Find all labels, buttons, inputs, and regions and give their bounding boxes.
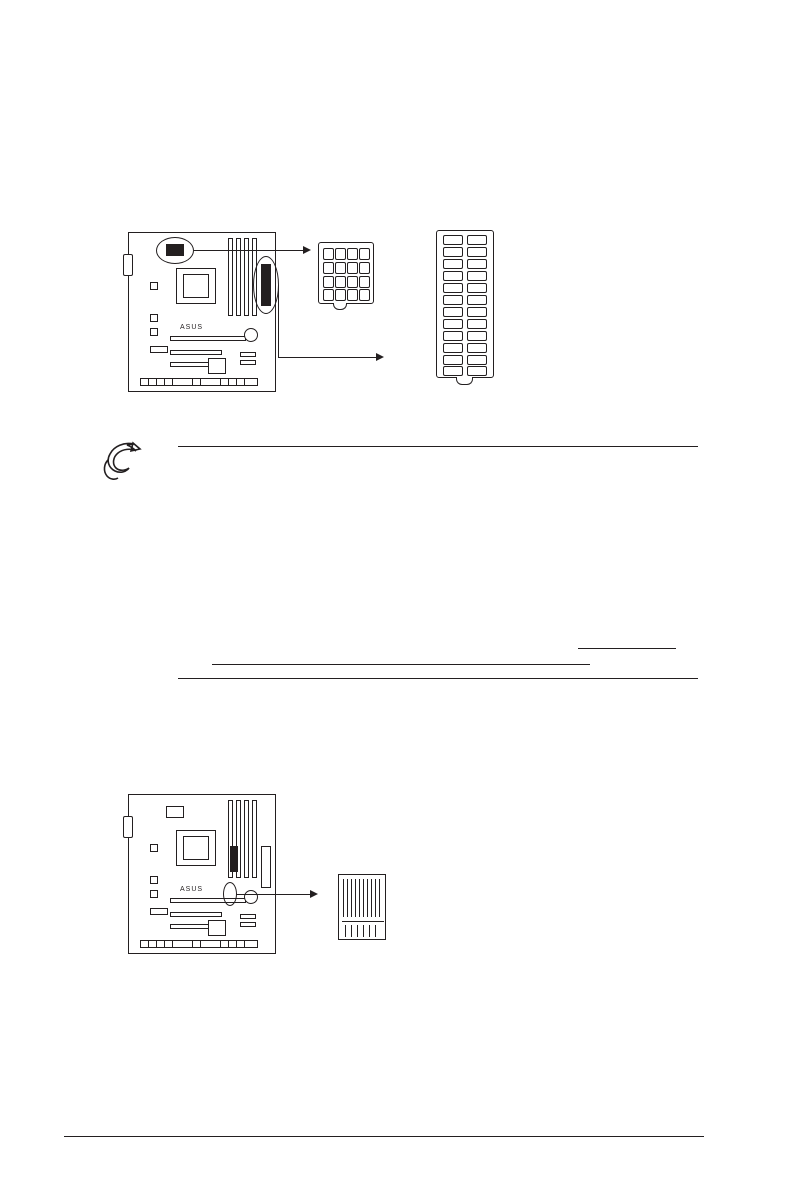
- sata-ports-1b: [240, 914, 256, 919]
- pcie-slot-2b: [170, 912, 222, 917]
- board-component-d: [150, 346, 168, 353]
- chipset-2: [208, 920, 226, 936]
- board-component-d2: [150, 908, 168, 915]
- io-shield-2: [123, 816, 133, 838]
- bottom-headers: [140, 378, 258, 386]
- eatx12v-connector-latch: [333, 303, 347, 310]
- leader-line-eatxpwr-h: [278, 357, 378, 358]
- leader-arrow-panel: [310, 890, 318, 898]
- eatxpwr-onboard-2: [261, 846, 271, 888]
- board-component-b: [150, 314, 158, 322]
- board-component-a: [150, 282, 158, 290]
- board-component-b2: [150, 876, 158, 884]
- note-top-rule: [178, 446, 698, 447]
- note-bottom-rule: [178, 678, 698, 679]
- note-link-underline-2: [212, 664, 590, 665]
- leader-line-eatx12v: [194, 250, 304, 251]
- sata-ports-2b: [240, 922, 256, 927]
- sata-ports-2: [240, 360, 256, 365]
- eatx12v-connector-drawing: [318, 242, 374, 304]
- board-component-a2: [150, 844, 158, 852]
- callout-circle-eatx12v: [156, 237, 194, 264]
- eatxpwr-connector-drawing: [436, 230, 494, 378]
- sata-ports-1: [240, 352, 256, 357]
- leader-arrow-eatx12v: [303, 246, 311, 254]
- leader-line-panel: [236, 894, 311, 895]
- system-panel-onboard: [230, 846, 238, 872]
- cmos-battery: [244, 328, 258, 342]
- pcie-slot-1: [170, 336, 246, 341]
- cpu-socket-inner-2: [183, 836, 209, 860]
- callout-circle-eatxpwr: [253, 256, 279, 314]
- eatx12v-onboard-2: [166, 806, 184, 818]
- io-shield: [123, 254, 133, 276]
- board-component-c: [150, 328, 158, 336]
- note-link-underline-1: [578, 648, 676, 649]
- eatxpwr-connector-latch: [456, 377, 473, 385]
- footer-rule: [64, 1136, 704, 1137]
- board-brand-label: ASUS: [180, 324, 204, 331]
- cmos-battery-2: [244, 890, 258, 904]
- dimm-slot-4b: [252, 800, 257, 878]
- figure-front-panel: [128, 790, 688, 970]
- chipset: [208, 358, 226, 374]
- pcie-slot-2: [170, 350, 222, 355]
- leader-line-eatxpwr-v: [278, 285, 279, 357]
- note-hand-icon: [100, 440, 146, 482]
- board-component-c2: [150, 890, 158, 898]
- callout-circle-panel: [223, 882, 237, 906]
- board-brand-label-2: ASUS: [180, 886, 204, 893]
- system-panel-connector-drawing: [338, 874, 386, 940]
- bottom-headers-2: [140, 940, 258, 948]
- figure-atx-power: [128, 228, 688, 403]
- leader-arrow-eatxpwr: [376, 353, 384, 361]
- dimm-slot-3b: [244, 800, 249, 878]
- cpu-socket-inner: [183, 274, 209, 298]
